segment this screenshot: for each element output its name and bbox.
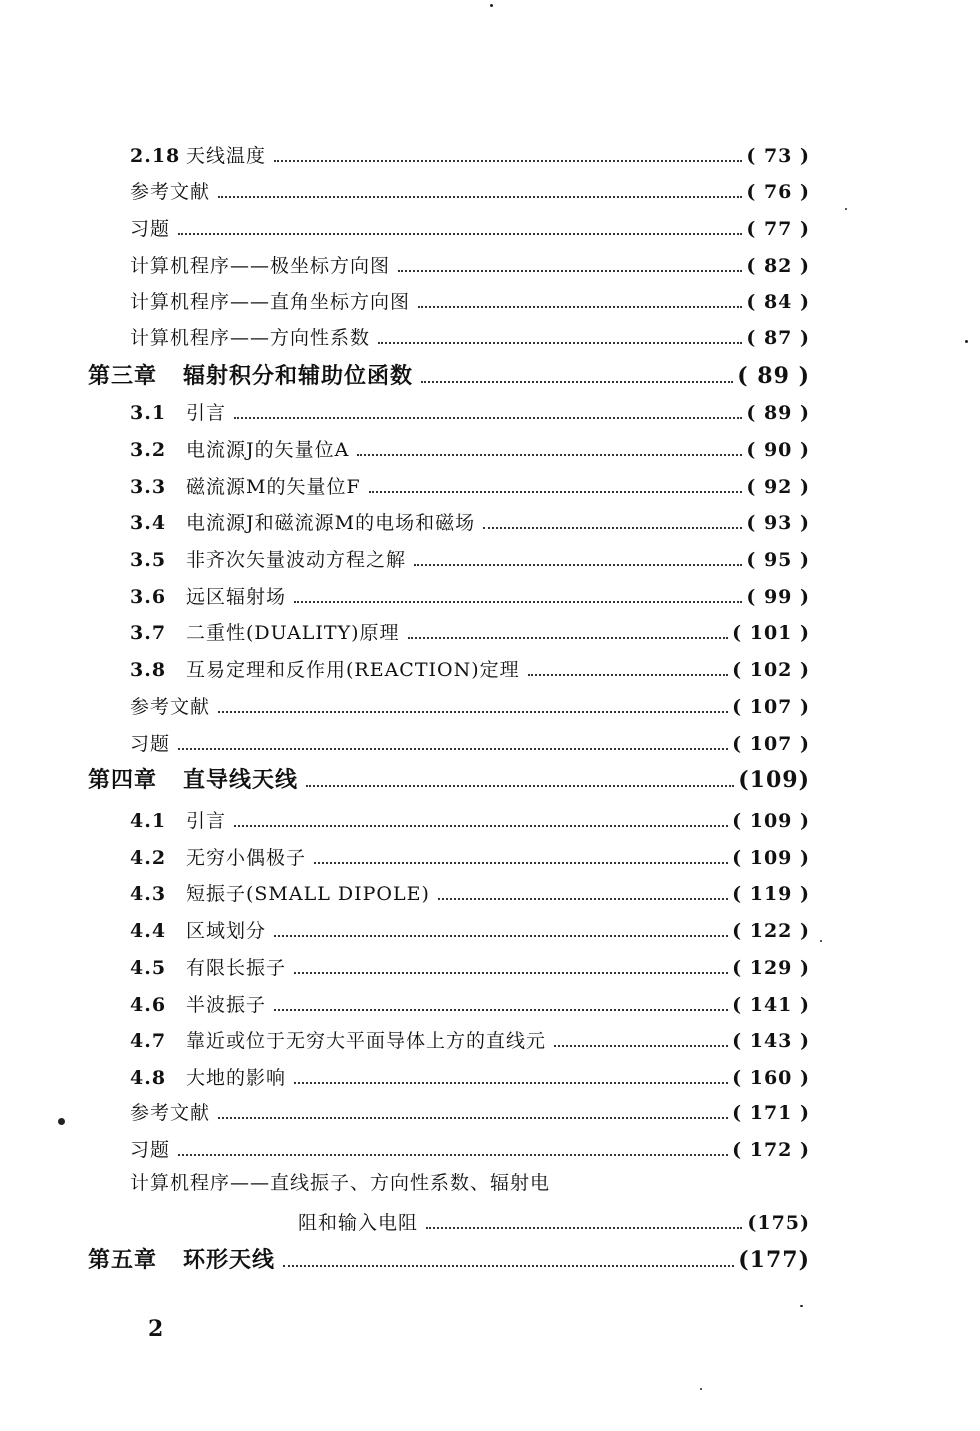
section-number: 4.6	[130, 994, 167, 1016]
section-number: 3.1	[130, 402, 167, 424]
page-ref: ( 73 )	[746, 145, 810, 167]
toc-entry	[130, 474, 810, 500]
dot-leader	[528, 674, 728, 676]
section-title: 习题	[130, 733, 171, 755]
toc-entry	[130, 845, 810, 871]
toc-entry	[130, 918, 810, 944]
section-number: 4.8	[130, 1067, 167, 1089]
dot-leader	[234, 825, 728, 827]
dot-leader	[178, 233, 742, 235]
section-title: 电流源J和磁流源M的电场和磁场	[186, 512, 476, 534]
page-ref: ( 171 )	[732, 1102, 810, 1124]
page-ref: ( 76 )	[746, 181, 810, 203]
section-title: 天线温度	[186, 145, 267, 167]
section-number: 4.2	[130, 847, 167, 869]
toc-entry	[130, 955, 810, 981]
page-ref: ( 129 )	[732, 957, 810, 979]
section-title: 区域划分	[186, 920, 267, 942]
chapter-entry	[88, 362, 810, 390]
section-title: 参考文献	[130, 1102, 211, 1124]
toc-entry-continued-title: 计算机程序——直线振子、方向性系数、辐射电	[130, 1172, 551, 1194]
page-ref: ( 107 )	[732, 696, 810, 718]
dot-leader	[438, 898, 728, 900]
section-title: 电流源J的矢量位A	[186, 439, 350, 461]
section-number: 4.4	[130, 920, 167, 942]
section-title: 阻和输入电阻	[298, 1212, 419, 1234]
chapter-entry	[88, 766, 810, 794]
page-ref: (177)	[738, 1247, 810, 1273]
dot-leader	[283, 1265, 734, 1267]
dot-leader	[378, 342, 742, 344]
section-title: 短振子(SMALL DIPOLE)	[186, 883, 430, 905]
page-ref: ( 84 )	[746, 291, 810, 313]
scan-speck	[800, 1305, 803, 1307]
page-ref: ( 93 )	[746, 512, 810, 534]
toc-entry	[130, 1100, 810, 1126]
page-ref: ( 160 )	[732, 1067, 810, 1089]
section-title: 引言	[186, 402, 227, 424]
toc-entry	[130, 657, 810, 683]
toc-entry	[130, 731, 810, 757]
toc-entry	[130, 216, 810, 242]
page-ref: (175)	[747, 1212, 810, 1234]
toc-entry	[130, 694, 810, 720]
dot-leader	[418, 306, 742, 308]
page-ref: ( 77 )	[746, 218, 810, 240]
toc-entry	[130, 437, 810, 463]
section-number: 2.18	[130, 145, 181, 167]
page-ref: ( 101 )	[732, 622, 810, 644]
page-ref: ( 107 )	[732, 733, 810, 755]
section-title: 非齐次矢量波动方程之解	[186, 549, 407, 571]
dot-leader	[398, 270, 742, 272]
scan-speck	[700, 1388, 702, 1390]
section-title: 习题	[130, 218, 171, 240]
section-number: 4.7	[130, 1030, 167, 1052]
page-ref: ( 89 )	[746, 402, 810, 424]
dot-leader	[294, 972, 728, 974]
section-title: 靠近或位于无穷大平面导体上方的直线元	[186, 1030, 547, 1052]
dot-leader	[554, 1045, 728, 1047]
toc-entry	[298, 1210, 810, 1236]
dot-leader	[178, 1154, 728, 1156]
toc-entry	[130, 253, 810, 279]
section-number: 3.8	[130, 659, 167, 681]
dot-leader	[483, 527, 742, 529]
dot-leader	[218, 711, 728, 713]
section-title: 远区辐射场	[186, 586, 287, 608]
section-title: 计算机程序——极坐标方向图	[130, 255, 391, 277]
dot-leader	[294, 1082, 728, 1084]
section-title: 计算机程序——方向性系数	[130, 327, 371, 349]
dot-leader	[426, 1227, 742, 1229]
toc-entry	[130, 1028, 810, 1054]
chapter-title: 直导线天线	[183, 767, 299, 793]
page-ref: ( 90 )	[746, 439, 810, 461]
scan-speck	[845, 208, 847, 210]
toc-entry	[130, 547, 810, 573]
toc-entry	[130, 584, 810, 610]
section-number: 4.5	[130, 957, 167, 979]
toc-entry	[130, 881, 810, 907]
page-ref: (109)	[738, 767, 810, 793]
toc-entry	[130, 400, 810, 426]
toc-entry	[130, 808, 810, 834]
chapter-title: 辐射积分和辅助位函数	[183, 363, 414, 389]
chapter-title: 环形天线	[183, 1247, 276, 1273]
section-title: 互易定理和反作用(REACTION)定理	[186, 659, 520, 681]
section-title: 参考文献	[130, 181, 211, 203]
scan-speck	[490, 4, 493, 7]
dot-leader	[274, 1009, 728, 1011]
toc-entry	[130, 1137, 810, 1163]
section-title: 有限长振子	[186, 957, 287, 979]
scan-speck	[965, 340, 968, 343]
dot-leader	[314, 862, 728, 864]
dot-leader	[414, 564, 742, 566]
toc-entry	[130, 992, 810, 1018]
section-number: 3.3	[130, 476, 167, 498]
section-number: 3.7	[130, 622, 167, 644]
dot-leader	[274, 935, 728, 937]
page-ref: ( 99 )	[746, 586, 810, 608]
toc-entry	[130, 620, 810, 646]
dot-leader	[421, 381, 733, 383]
dot-leader	[218, 1117, 728, 1119]
page-ref: ( 122 )	[732, 920, 810, 942]
section-title: 大地的影响	[186, 1067, 287, 1089]
scan-speck	[820, 940, 822, 942]
section-title: 计算机程序——直角坐标方向图	[130, 291, 411, 313]
section-number: 3.5	[130, 549, 167, 571]
toc-entry	[130, 143, 810, 169]
section-number: 4.3	[130, 883, 167, 905]
page-ref: ( 141 )	[732, 994, 810, 1016]
page-ref: ( 92 )	[746, 476, 810, 498]
section-title: 二重性(DUALITY)原理	[186, 622, 400, 644]
dot-leader	[294, 601, 742, 603]
page-ref: ( 95 )	[746, 549, 810, 571]
page-ref: ( 172 )	[732, 1139, 810, 1161]
chapter-number: 第五章	[88, 1247, 158, 1273]
toc-entry	[130, 325, 810, 351]
section-number: 3.6	[130, 586, 167, 608]
section-title: 引言	[186, 810, 227, 832]
dot-leader	[357, 454, 742, 456]
section-title: 半波振子	[186, 994, 267, 1016]
chapter-number: 第三章	[88, 363, 158, 389]
page-ref: ( 109 )	[732, 847, 810, 869]
dot-leader	[408, 637, 729, 639]
dot-leader	[274, 160, 742, 162]
toc-entry	[130, 510, 810, 536]
page-ref: ( 87 )	[746, 327, 810, 349]
toc-entry	[130, 179, 810, 205]
toc-entry	[130, 289, 810, 315]
section-title: 无穷小偶极子	[186, 847, 307, 869]
dot-leader	[234, 417, 742, 419]
section-number: 4.1	[130, 810, 167, 832]
page-number: 2	[148, 1316, 164, 1342]
section-title: 磁流源M的矢量位F	[186, 476, 361, 498]
page-ref: ( 109 )	[732, 810, 810, 832]
toc-entry	[130, 1065, 810, 1091]
chapter-number: 第四章	[88, 767, 158, 793]
dot-leader	[369, 491, 742, 493]
dot-leader	[178, 748, 728, 750]
section-number: 3.4	[130, 512, 167, 534]
dot-leader	[218, 196, 742, 198]
chapter-entry	[88, 1246, 810, 1274]
page-ref: ( 89 )	[737, 363, 810, 389]
section-number: 3.2	[130, 439, 167, 461]
page-ref: ( 119 )	[732, 883, 810, 905]
section-title: 习题	[130, 1139, 171, 1161]
section-title: 参考文献	[130, 696, 211, 718]
scan-speck	[58, 1118, 65, 1125]
page-ref: ( 102 )	[732, 659, 810, 681]
page-ref: ( 82 )	[746, 255, 810, 277]
dot-leader	[306, 785, 734, 787]
page-ref: ( 143 )	[732, 1030, 810, 1052]
